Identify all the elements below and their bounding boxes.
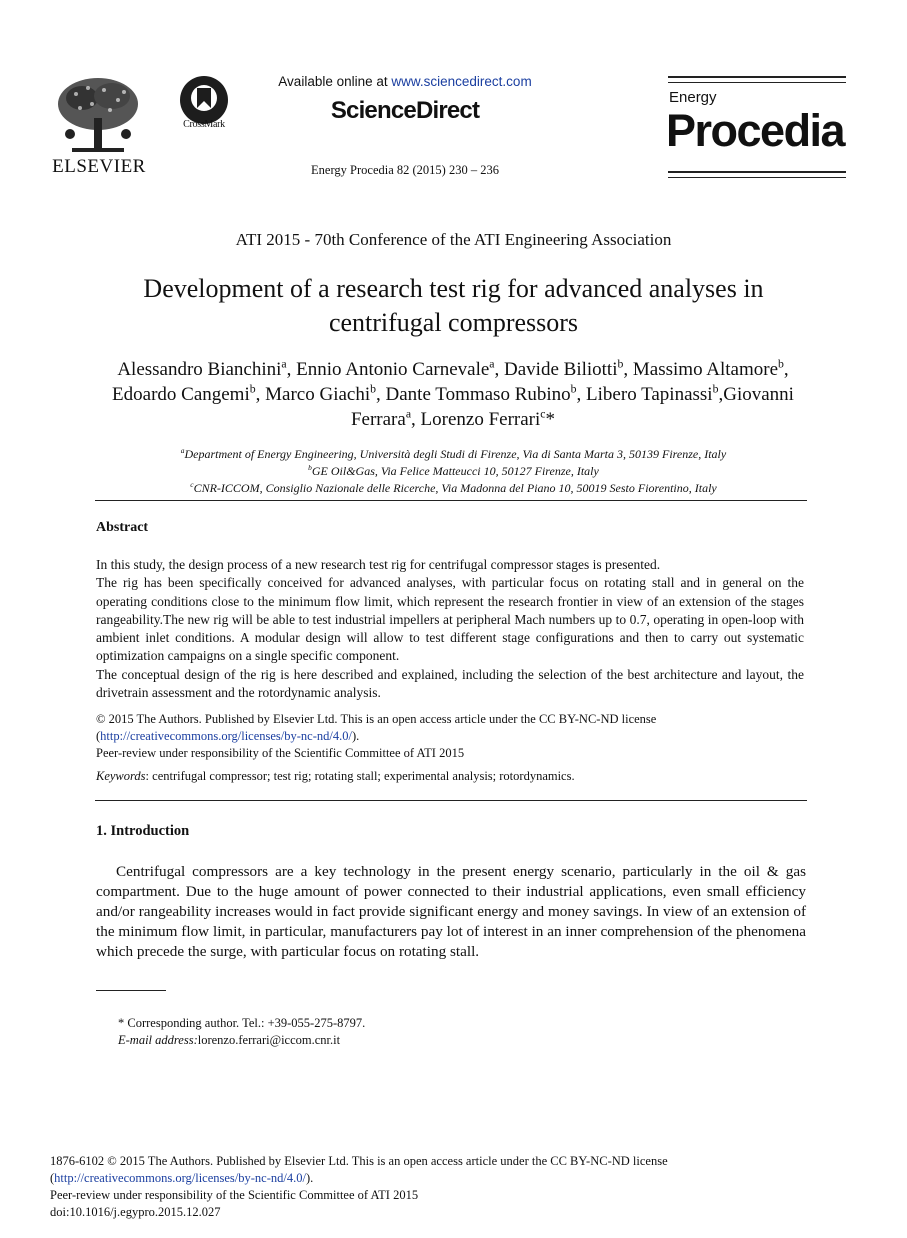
- keywords-line: [96, 769, 804, 784]
- footer-peer-review: Peer-review under responsibility of the Scientific Committee of ATI 2015: [50, 1188, 419, 1202]
- footnote: [118, 1015, 365, 1049]
- author-name: Ennio Antonio Carnevale: [296, 359, 490, 380]
- affiliation-mark: c: [190, 480, 194, 489]
- author-separator: ,: [286, 359, 297, 380]
- author-separator: ,: [494, 359, 505, 380]
- author-separator: ,: [411, 409, 421, 430]
- crossmark-label: CrossMark: [183, 119, 225, 130]
- email-value[interactable]: lorenzo.ferrari@iccom.cnr.it: [197, 1033, 341, 1047]
- author-affiliation-mark: b: [617, 357, 624, 371]
- copyright-line: © 2015 The Authors. Published by Elsevier Ltd. This is an open access article under the CC BY-NC-ND license: [96, 712, 657, 726]
- author-affiliation-mark: b: [570, 382, 577, 396]
- author-name: Alessandro Bianchini: [117, 359, 282, 380]
- conference-name: ATI 2015 - 70th Conference of the ATI Engineering Association: [235, 230, 672, 249]
- keywords-label: Keywords: [96, 769, 146, 783]
- author-separator: ,: [783, 359, 789, 380]
- page-footer: [50, 1153, 860, 1221]
- email-line: [118, 1032, 365, 1049]
- abstract-heading: Abstract: [96, 520, 149, 535]
- affiliation-list: [0, 446, 907, 497]
- abstract-paragraph-2: The rig has been specifically conceived for advanced analyses, with particular focus on rotating stall and in general on the operating conditions close to the minimum flow limit, which represent the research frontier in view of an extension of the stages rangeability.The new rig will be able to test industrial impellers at peripheral Mach numbers up to 0.7, operating in open-loop with ambient inlet conditions. A modular design will allow to test different stage configurations and then to carry out systematic optimization campaigns on a single specific component.: [96, 575, 804, 664]
- affiliation-text: Department of Energy Engineering, Università degli Studi di Firenze, Via di Santa Marta 3, 50139 Firenze, Italy: [184, 447, 727, 461]
- footer-issn-line: 1876-6102 © 2015 The Authors. Published by Elsevier Ltd. This is an open access article under the CC BY-NC-ND license: [50, 1154, 668, 1168]
- footer-license-link[interactable]: http://creativecommons.org/licenses/by-nc-nd/4.0/: [54, 1171, 306, 1185]
- author-name: Libero Tapinassi: [586, 384, 713, 405]
- author-separator: ,: [623, 359, 633, 380]
- author-affiliation-mark: b: [712, 382, 719, 396]
- abstract-paragraph-3: The conceptual design of the rig is here described and explained, including the selection of the best architecture and layout, the drivetrain assessment and the rotordynamic analysis.: [96, 666, 804, 701]
- affiliation-a: [0, 446, 907, 463]
- abstract-copyright: [96, 711, 804, 762]
- footer-license-open: (: [50, 1171, 55, 1185]
- author-affiliation-mark: a: [281, 357, 287, 371]
- email-label: E-mail address:: [118, 1033, 198, 1047]
- affiliation-mark: b: [308, 463, 312, 472]
- abstract-body: [96, 556, 804, 702]
- author-affiliation-mark: c: [540, 407, 546, 421]
- journal-brand-small: Energy: [669, 89, 717, 106]
- sciencedirect-link[interactable]: www.sciencedirect.com: [391, 74, 532, 89]
- elsevier-tree-logo: [52, 74, 144, 158]
- affiliation-c: [0, 480, 907, 497]
- author-name: Massimo Altamore: [632, 359, 779, 380]
- footer-license-close: ).: [305, 1171, 314, 1185]
- author-affiliation-mark: b: [370, 382, 377, 396]
- available-online: [240, 74, 570, 89]
- author-separator: ,: [255, 384, 266, 405]
- introduction-heading: 1. Introduction: [96, 823, 190, 839]
- author-affiliation-mark: a: [405, 407, 412, 421]
- author-separator: ,: [576, 384, 587, 405]
- author-separator: ,: [718, 384, 724, 405]
- footer-license-line: [50, 1170, 860, 1187]
- journal-brand-large: Procedia: [666, 105, 845, 156]
- footer-doi[interactable]: doi:10.1016/j.egypro.2015.12.027: [50, 1205, 221, 1219]
- peer-review-line: Peer-review under responsibility of the Scientific Committee of ATI 2015: [96, 746, 465, 760]
- author-separator: ,: [376, 384, 386, 405]
- author-affiliation-mark: a: [489, 357, 495, 371]
- introduction-paragraph: Centrifugal compressors are a key technology in the present energy scenario, particularly in the oil & gas compartment. Due to the huge amount of power connected to their industrial applications, even small efficiency and/or rangeability increases would in fact provide significant energy and money savings. In view of an extension of the minimum flow limit, in particular, manufacturers pay lot of interest in an inner comprehension of the phenomena which precede the surge, with particular focus on rotating stall.: [96, 863, 806, 960]
- abstract-paragraph-1: In this study, the design process of a new research test rig for centrifugal compressor stages is presented.: [96, 557, 661, 572]
- paper-title-line-1: Development of a research test rig for advanced analyses in: [143, 274, 764, 303]
- license-link[interactable]: http://creativecommons.org/licenses/by-nc-nd/4.0/: [100, 729, 352, 743]
- sciencedirect-brand: ScienceDirect: [330, 97, 480, 124]
- available-online-prefix: Available online at: [278, 74, 392, 89]
- author-list: [108, 357, 798, 432]
- elsevier-wordmark: ELSEVIER: [52, 156, 146, 177]
- author-affiliation-mark: b: [778, 357, 784, 371]
- license-open: (: [96, 729, 101, 743]
- license-close: ).: [351, 729, 360, 743]
- affiliation-b: [0, 463, 907, 480]
- author-name: Marco Giachi: [265, 384, 371, 405]
- affiliation-mark: a: [180, 446, 185, 455]
- paper-title: [0, 272, 907, 340]
- author-name: Edoardo Cangemi: [112, 384, 250, 405]
- author-affiliation-mark: b: [249, 382, 256, 396]
- author-name: Davide Biliotti: [504, 359, 618, 380]
- corresponding-author: * Corresponding author. Tel.: +39-055-275-8797.: [118, 1016, 366, 1030]
- paper-title-line-2: centrifugal compressors: [328, 308, 579, 337]
- author-name: Lorenzo Ferrari: [420, 409, 541, 430]
- affiliation-text: CNR-ICCOM, Consiglio Nazionale delle Ricerche, Via Madonna del Piano 10, 50019 Sesto Fiorentino, Italy: [193, 481, 717, 495]
- author-name: Dante Tommaso Rubino: [385, 384, 571, 405]
- journal-reference: Energy Procedia 82 (2015) 230 – 236: [311, 163, 499, 177]
- affiliation-text: GE Oil&Gas, Via Felice Matteucci 10, 50127 Firenze, Italy: [311, 464, 599, 478]
- author-name: Giovanni Ferrara: [350, 384, 794, 430]
- keywords-text: : centrifugal compressor; test rig; rotating stall; experimental analysis; rotordynamics.: [145, 769, 575, 783]
- license-line: [96, 728, 804, 745]
- author-separator: *: [545, 409, 556, 430]
